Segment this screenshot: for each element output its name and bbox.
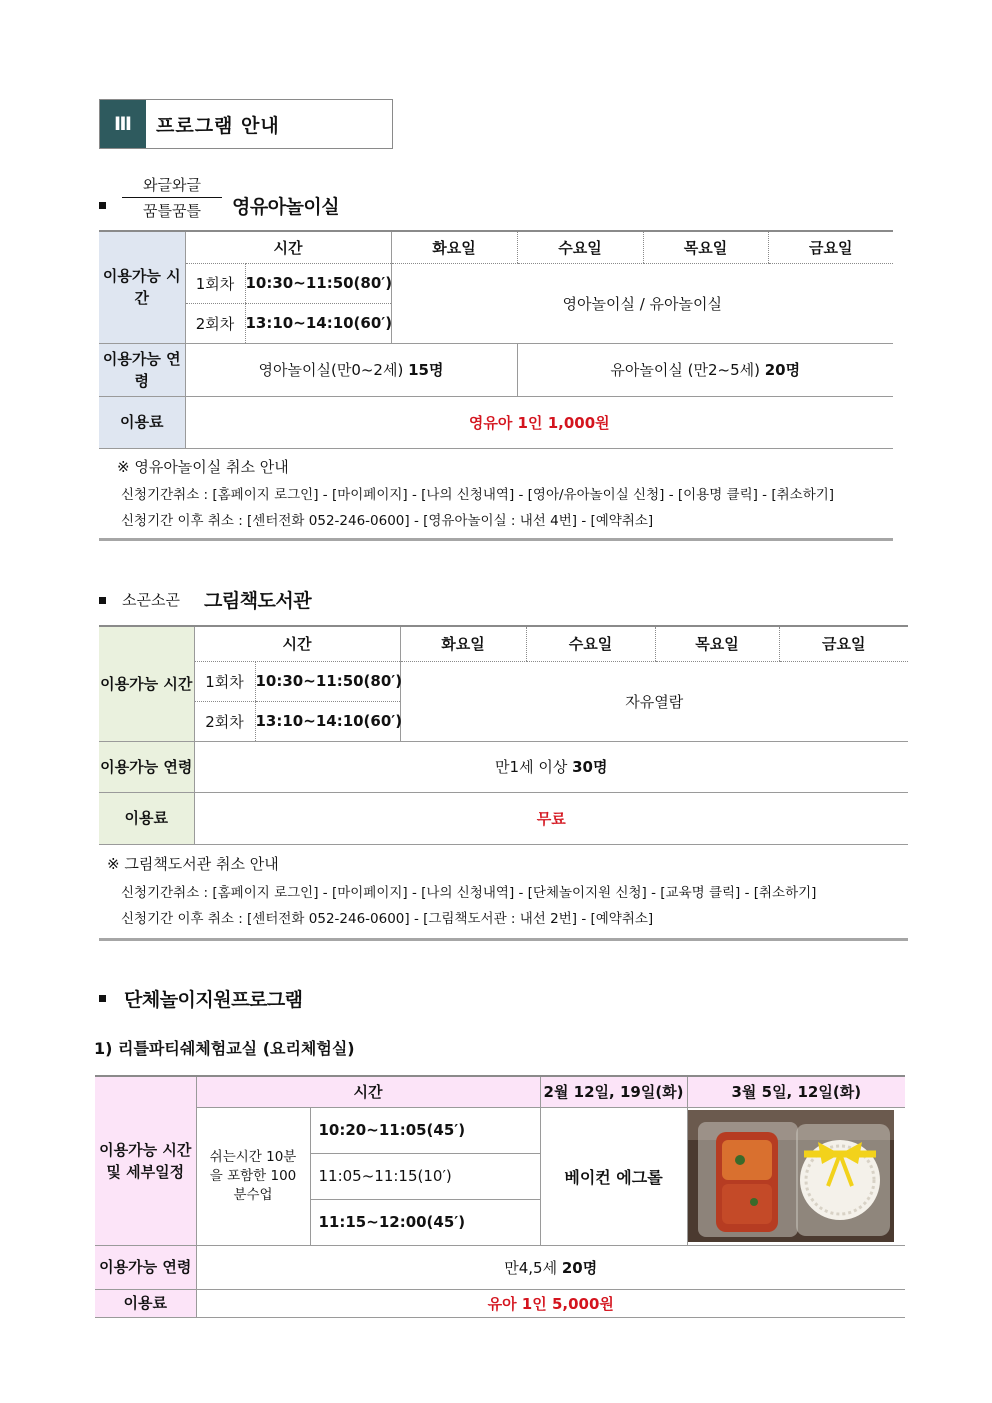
s2-age-count: 30명 <box>572 758 608 776</box>
s3-header-date2: 3월 5일, 12일(화) <box>687 1076 905 1107</box>
s1-cancel-notes <box>121 482 834 534</box>
s3-header-date1: 2월 12일, 19일(화) <box>540 1076 687 1107</box>
s3-slot-2: 11:05~11:15(10′) <box>310 1153 540 1199</box>
s2-cancel-title: ※ 그림책도서관 취소 안내 <box>107 855 279 873</box>
s3-subtitle: 1) 리틀파티쉐체험교실 (요리체험실) <box>94 1039 355 1058</box>
s1-session-2: 2회차 <box>185 303 245 343</box>
s2-cancel-notes <box>121 880 816 932</box>
s1-time-1: 10:30~11:50(80′) <box>245 263 391 303</box>
s2-header-thu: 목요일 <box>655 626 779 661</box>
s3-age-count: 20명 <box>561 1258 598 1277</box>
s2-header-fri: 금요일 <box>779 626 908 661</box>
s2-table <box>99 625 908 845</box>
s3-label-time: 이용가능 시간 및 세부일정 <box>95 1076 196 1245</box>
s1-time-2: 13:10~14:10(60′) <box>245 303 391 343</box>
s2-title: 그림책도서관 <box>204 590 312 612</box>
s1-cancel-title: ※ 영유아놀이실 취소 안내 <box>117 458 289 476</box>
s2-session-1: 1회차 <box>194 661 255 701</box>
s2-header-wed: 수요일 <box>526 626 655 661</box>
s1-fee: 영유아 1인 1,000원 <box>185 396 893 448</box>
section-header <box>99 99 393 149</box>
s2-header-tue: 화요일 <box>400 626 526 661</box>
s2-bottom-rule <box>99 938 908 941</box>
s1-header-time: 시간 <box>185 231 391 263</box>
s1-cancel-line1: 신청기간취소 : [홈페이지 로그인] - [마이페이지] - [나의 신청내역] - [영아/유아놀이실 신청] - [이용명 클릭] - [취소하기] <box>121 487 835 503</box>
s2-fee: 무료 <box>194 792 908 844</box>
s1-age-right-count: 20명 <box>764 361 801 379</box>
s1-prefix-bottom: 꿈틀꿈틀 <box>143 202 201 220</box>
s2-days-value: 자유열람 <box>400 661 908 741</box>
s3-table <box>95 1075 905 1318</box>
s1-table <box>99 230 893 449</box>
s2-cancel-line2: 신청기간 이후 취소 : [센터전화 052-246-0600] - [그림책도서관 : 내선 2번] - [예약취소] <box>121 911 654 927</box>
s2-session-2: 2회차 <box>194 701 255 741</box>
s1-age-left <box>185 343 517 396</box>
s3-fee: 유아 1인 5,000원 <box>196 1289 905 1317</box>
s2-age-text: 만1세 이상 <box>495 758 568 776</box>
s2-header-time: 시간 <box>194 626 400 661</box>
s1-header-wed: 수요일 <box>517 231 643 263</box>
s2-time-1: 10:30~11:50(80′) <box>255 661 400 701</box>
s1-header-tue: 화요일 <box>391 231 517 263</box>
s1-age-left-text: 영아놀이실(만0~2세) <box>258 361 404 379</box>
s1-age-right-text: 유아놀이실 (만2~5세) <box>610 361 760 379</box>
s1-prefix <box>122 173 222 224</box>
bullet-icon <box>99 202 106 209</box>
s3-slot-1: 10:20~11:05(45′) <box>310 1107 540 1153</box>
s1-age-left-count: 15명 <box>408 361 444 379</box>
s3-note: 쉬는시간 10분을 포함한 100분수업 <box>196 1107 310 1245</box>
s2-prefix: 소곤소곤 <box>122 591 180 609</box>
s3-age-text: 만4,5세 <box>504 1258 558 1277</box>
s1-prefix-top: 와글와글 <box>122 173 222 198</box>
bakery-photo-image <box>688 1110 894 1242</box>
s2-cancel-line1: 신청기간취소 : [홈페이지 로그인] - [마이페이지] - [나의 신청내역] - [단체놀이지원 신청] - [교육명 클릭] - [취소하기] <box>121 885 817 901</box>
s3-photo-cell <box>687 1107 905 1245</box>
s2-age <box>194 741 908 792</box>
s1-bottom-rule <box>99 538 893 541</box>
section-number: Ⅲ <box>100 100 146 148</box>
s1-label-fee: 이용료 <box>99 396 185 448</box>
s2-time-2: 13:10~14:10(60′) <box>255 701 400 741</box>
s1-title: 영유아놀이실 <box>232 196 340 218</box>
s2-label-fee: 이용료 <box>99 792 194 844</box>
s1-days-value: 영아놀이실 / 유아놀이실 <box>391 263 893 343</box>
s3-age <box>196 1245 905 1289</box>
bullet-icon <box>99 597 106 604</box>
bullet-icon <box>99 995 106 1002</box>
s1-session-1: 1회차 <box>185 263 245 303</box>
s1-header-fri: 금요일 <box>768 231 893 263</box>
s3-slot-3: 11:15~12:00(45′) <box>310 1199 540 1245</box>
s3-menu: 베이컨 에그롤 <box>540 1107 687 1245</box>
s2-label-age: 이용가능 연령 <box>99 741 194 792</box>
s1-cancel-line2: 신청기간 이후 취소 : [센터전화 052-246-0600] - [영유아놀이실 : 내선 4번] - [예약취소] <box>121 513 654 529</box>
s1-header-thu: 목요일 <box>643 231 768 263</box>
section-title: 프로그램 안내 <box>156 114 280 137</box>
s2-label-time: 이용가능 시간 <box>99 626 194 741</box>
s3-label-age: 이용가능 연령 <box>95 1245 196 1289</box>
s1-label-age: 이용가능 연령 <box>99 343 185 396</box>
s3-header-time: 시간 <box>196 1076 540 1107</box>
s1-age-right <box>517 343 893 396</box>
s3-title: 단체놀이지원프로그램 <box>124 989 303 1011</box>
s1-label-time: 이용가능 시간 <box>99 231 185 343</box>
s3-label-fee: 이용료 <box>95 1289 196 1317</box>
